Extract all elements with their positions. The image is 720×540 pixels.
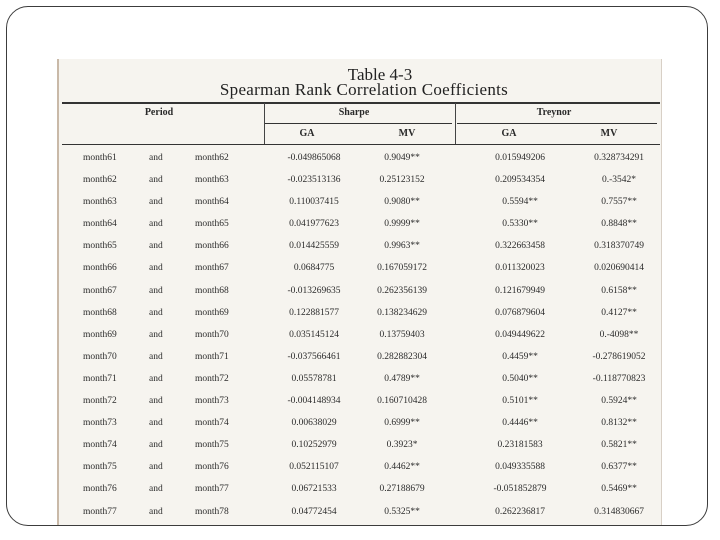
cell-treynor-ga: 0.121679949 xyxy=(495,285,545,296)
cell-month-from: month61 xyxy=(83,153,117,163)
header-treynor: Treynor xyxy=(536,107,572,118)
cell-treynor-ga: 0.4446** xyxy=(502,418,538,429)
cell-sharpe-ga: 0.122881577 xyxy=(289,307,339,318)
cell-treynor-mv: 0.6377** xyxy=(601,462,637,473)
cell-month-to: month62 xyxy=(195,153,229,163)
cell-month-to: month72 xyxy=(195,373,229,384)
cell-sharpe-mv: 0.9080** xyxy=(384,197,420,208)
cell-treynor-mv: -0.118770823 xyxy=(592,373,646,384)
cell-sharpe-mv: 0.138234629 xyxy=(377,307,427,318)
cell-month-to: month73 xyxy=(195,396,229,407)
cell-treynor-mv: -0.278619052 xyxy=(592,351,646,362)
table-row xyxy=(59,368,662,390)
cell-month-to: month78 xyxy=(195,506,229,517)
cell-month-to: month77 xyxy=(195,484,229,495)
cell-month-from: month62 xyxy=(83,175,117,186)
cell-treynor-ga: 0.4459** xyxy=(502,351,538,362)
cell-sharpe-ga: 0.04772454 xyxy=(291,506,337,517)
cell-sharpe-ga: -0.037566461 xyxy=(287,351,341,362)
cell-sharpe-mv: 0.160710428 xyxy=(377,396,427,407)
cell-sharpe-mv: 0.167059172 xyxy=(377,263,427,274)
cell-month-to: month66 xyxy=(195,241,229,252)
header-divider-1 xyxy=(264,103,265,144)
cell-treynor-mv: 0.7557** xyxy=(601,197,637,208)
table-row xyxy=(59,478,662,500)
cell-sharpe-ga: 0.00638029 xyxy=(291,418,337,429)
header-bottom-rule xyxy=(62,144,660,145)
cell-and: and xyxy=(149,484,163,495)
cell-month-from: month72 xyxy=(83,396,117,407)
cell-sharpe-mv: 0.6999** xyxy=(384,418,420,429)
header-period: Period xyxy=(144,107,174,118)
cell-sharpe-mv: 0.25123152 xyxy=(379,175,425,186)
table-row xyxy=(59,280,662,302)
cell-and: and xyxy=(149,175,163,186)
cell-treynor-mv: 0.-3542* xyxy=(601,175,637,186)
cell-sharpe-mv: 0.5325** xyxy=(384,506,420,517)
cell-sharpe-ga: -0.049865068 xyxy=(287,153,341,163)
scanned-table-page xyxy=(57,59,662,525)
cell-and: and xyxy=(149,241,163,252)
table-title: Spearman Rank Correlation Coefficients xyxy=(219,80,509,99)
cell-sharpe-mv: 0.262356139 xyxy=(377,285,427,296)
cell-month-to: month64 xyxy=(195,197,229,208)
cell-treynor-mv: 0.328734291 xyxy=(594,153,644,163)
sharpe-sub-rule xyxy=(264,123,452,124)
cell-month-from: month76 xyxy=(83,484,117,495)
cell-treynor-mv: 0.5924** xyxy=(601,396,637,407)
cell-treynor-mv: 0.314830667 xyxy=(594,506,644,517)
cell-month-from: month71 xyxy=(83,373,117,384)
cell-month-to: month75 xyxy=(195,440,229,451)
cell-month-from: month75 xyxy=(83,462,117,473)
cell-month-from: month67 xyxy=(83,285,117,296)
cell-treynor-mv: 0.318370749 xyxy=(594,241,644,252)
cell-month-to: month71 xyxy=(195,351,229,362)
cell-treynor-mv: 0.5821** xyxy=(601,440,637,451)
cell-sharpe-ga: 0.0684775 xyxy=(293,263,335,274)
cell-sharpe-ga: -0.023513136 xyxy=(287,175,341,186)
cell-sharpe-ga: 0.05578781 xyxy=(291,373,337,384)
cell-sharpe-ga: 0.014425559 xyxy=(289,241,339,252)
cell-sharpe-ga: 0.10252979 xyxy=(291,440,337,451)
cell-and: and xyxy=(149,263,163,274)
table-row xyxy=(59,501,662,523)
cell-treynor-ga: 0.5330** xyxy=(502,219,538,230)
table-row xyxy=(59,235,662,257)
table-row xyxy=(59,147,662,169)
treynor-sub-rule xyxy=(457,123,657,124)
cell-sharpe-mv: 0.4462** xyxy=(384,462,420,473)
header-treynor-ga: GA xyxy=(501,128,517,139)
cell-sharpe-mv: 0.27188679 xyxy=(379,484,425,495)
cell-sharpe-mv: 0.9049** xyxy=(384,153,420,163)
cell-and: and xyxy=(149,351,163,362)
cell-treynor-mv: 0.5469** xyxy=(601,484,637,495)
table-row xyxy=(59,213,662,235)
cell-treynor-ga: 0.322663458 xyxy=(495,241,545,252)
table-row xyxy=(59,346,662,368)
cell-and: and xyxy=(149,396,163,407)
cell-sharpe-ga: 0.035145124 xyxy=(289,329,339,340)
cell-sharpe-ga: 0.041977623 xyxy=(289,219,339,230)
cell-month-to: month63 xyxy=(195,175,229,186)
cell-sharpe-ga: -0.004148934 xyxy=(287,396,341,407)
cell-treynor-ga: 0.011320023 xyxy=(495,263,545,274)
cell-sharpe-mv: 0.282882304 xyxy=(377,351,427,362)
cell-sharpe-ga: -0.013269635 xyxy=(287,285,341,296)
cell-sharpe-mv: 0.9999** xyxy=(384,219,420,230)
header-divider-2 xyxy=(455,103,456,144)
cell-month-from: month66 xyxy=(83,263,117,274)
cell-treynor-ga: 0.5101** xyxy=(502,396,538,407)
table-row xyxy=(59,434,662,456)
table-row xyxy=(59,191,662,213)
cell-treynor-ga: 0.049335588 xyxy=(495,462,545,473)
cell-month-to: month65 xyxy=(195,219,229,230)
cell-sharpe-mv: 0.9963** xyxy=(384,241,420,252)
cell-and: and xyxy=(149,197,163,208)
cell-month-from: month74 xyxy=(83,440,117,451)
cell-treynor-ga: 0.5594** xyxy=(502,197,538,208)
table-number: Table 4-3 xyxy=(347,65,413,84)
cell-month-to: month76 xyxy=(195,462,229,473)
cell-month-to: month74 xyxy=(195,418,229,429)
table-row xyxy=(59,390,662,412)
table-row xyxy=(59,302,662,324)
cell-month-from: month77 xyxy=(83,506,117,517)
cell-sharpe-mv: 0.13759403 xyxy=(379,329,425,340)
cell-month-to: month69 xyxy=(195,307,229,318)
header-sharpe-mv: MV xyxy=(398,128,416,139)
cell-and: and xyxy=(149,329,163,340)
cell-and: and xyxy=(149,462,163,473)
cell-treynor-ga: 0.076879604 xyxy=(495,307,545,318)
cell-treynor-mv: 0.8132** xyxy=(601,418,637,429)
table-row xyxy=(59,456,662,478)
cell-month-to: month70 xyxy=(195,329,229,340)
cell-month-from: month63 xyxy=(83,197,117,208)
table-row xyxy=(59,257,662,279)
cell-month-from: month64 xyxy=(83,219,117,230)
cell-treynor-ga: 0.049449622 xyxy=(495,329,545,340)
cell-month-from: month69 xyxy=(83,329,117,340)
cell-and: and xyxy=(149,506,163,517)
cell-month-to: month67 xyxy=(195,263,229,274)
cell-and: and xyxy=(149,219,163,230)
table-row xyxy=(59,169,662,191)
cell-treynor-mv: 0.4127** xyxy=(601,307,637,318)
cell-treynor-mv: 0.020690414 xyxy=(594,263,644,274)
cell-treynor-ga: 0.23181583 xyxy=(497,440,543,451)
cell-and: and xyxy=(149,373,163,384)
header-sharpe-ga: GA xyxy=(299,128,315,139)
header-treynor-mv: MV xyxy=(600,128,618,139)
cell-and: and xyxy=(149,418,163,429)
cell-sharpe-mv: 0.3923* xyxy=(386,440,418,451)
cell-month-from: month73 xyxy=(83,418,117,429)
cell-month-to: month68 xyxy=(195,285,229,296)
cell-treynor-mv: 0.6158** xyxy=(601,285,637,296)
cell-treynor-mv: 0.-4098** xyxy=(599,329,639,340)
cell-treynor-ga: 0.5040** xyxy=(502,373,538,384)
cell-sharpe-mv: 0.4789** xyxy=(384,373,420,384)
cell-month-from: month65 xyxy=(83,241,117,252)
cell-treynor-ga: 0.262236817 xyxy=(495,506,545,517)
table-row xyxy=(59,324,662,346)
table-row xyxy=(59,412,662,434)
cell-treynor-mv: 0.8848** xyxy=(601,219,637,230)
cell-month-from: month70 xyxy=(83,351,117,362)
cell-sharpe-ga: 0.06721533 xyxy=(291,484,337,495)
cell-sharpe-ga: 0.110037415 xyxy=(289,197,339,208)
cell-sharpe-ga: 0.052115107 xyxy=(289,462,339,473)
cell-treynor-ga: 0.209534354 xyxy=(495,175,545,186)
cell-treynor-ga: -0.051852879 xyxy=(493,484,547,495)
table-body xyxy=(59,147,662,523)
cell-month-from: month68 xyxy=(83,307,117,318)
cell-and: and xyxy=(149,307,163,318)
cell-and: and xyxy=(149,440,163,451)
cell-and: and xyxy=(149,285,163,296)
table-top-rule xyxy=(62,102,660,104)
cell-treynor-ga: 0.015949206 xyxy=(495,153,545,163)
header-sharpe: Sharpe xyxy=(338,107,370,118)
cell-and: and xyxy=(149,153,163,163)
